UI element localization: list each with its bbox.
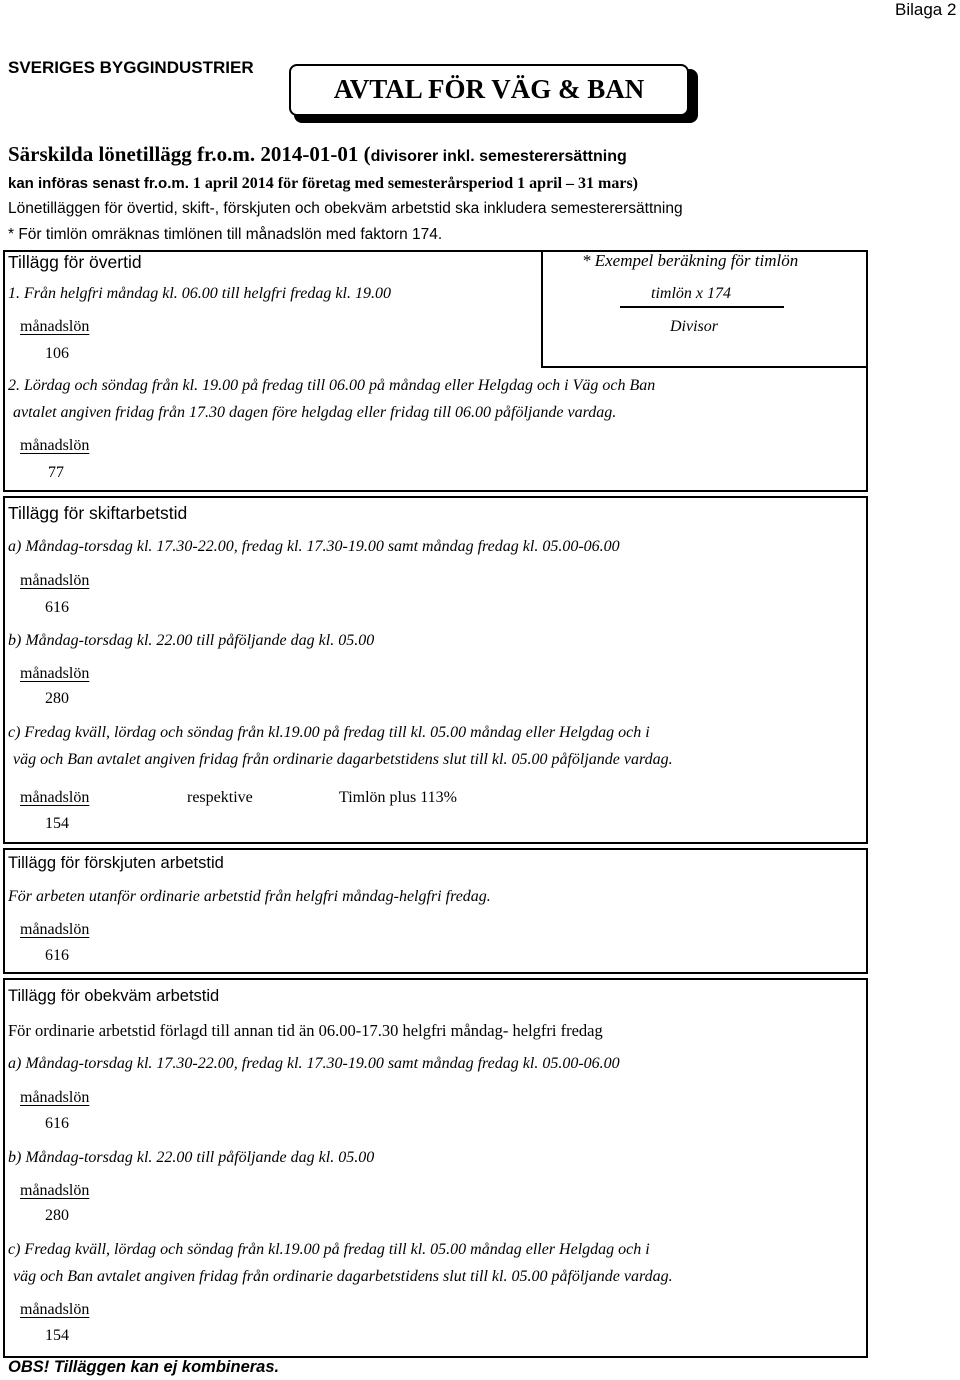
overtime-item-2-divisor: 77 xyxy=(48,464,64,481)
intro-heading-small: divisorer inkl. semesterersättning xyxy=(370,148,627,165)
inconvenient-a-divisor: 616 xyxy=(45,1115,69,1132)
shift-b-divisor: 280 xyxy=(45,690,69,707)
agreement-logo xyxy=(289,64,697,122)
overtime-item-2-label: månadslön xyxy=(20,437,90,454)
shift-b-text: b) Måndag-torsdag kl. 22.00 till påföljande dag kl. 05.00 xyxy=(8,632,375,649)
inconvenient-c-line-2: väg och Ban avtalet angiven fridag från ordinarie dagarbetstidens slut till kl. 05.00 påföljande vardag. xyxy=(13,1268,673,1285)
shifted-hours-divisor: 616 xyxy=(45,947,69,964)
inconvenient-c-line-1: c) Fredag kväll, lördag och söndag från kl.19.00 på fredag till kl. 05.00 måndag eller Helgdag och i xyxy=(8,1241,650,1258)
inconvenient-c-divisor: 154 xyxy=(45,1327,69,1344)
inconvenient-c-label: månadslön xyxy=(20,1301,90,1318)
inconvenient-b-label: månadslön xyxy=(20,1182,90,1199)
inconvenient-hours-title: Tillägg för obekväm arbetstid xyxy=(8,987,220,1005)
overtime-item-2-line-2: avtalet angiven fridag från 17.30 dagen före helgdag eller fridag till 06.00 påföljande vardag. xyxy=(13,404,617,421)
intro-line-2-small: kan införas senast fr.o.m. xyxy=(8,175,189,192)
inconvenient-a-label: månadslön xyxy=(20,1089,90,1106)
shift-c-respektive: respektive xyxy=(187,789,253,806)
shifted-hours-label: månadslön xyxy=(20,921,90,938)
overtime-item-1-label: månadslön xyxy=(20,318,90,335)
shift-title: Tillägg för skiftarbetstid xyxy=(8,503,188,523)
intro-line-3: Lönetilläggen för övertid, skift-, förskjuten och obekväm arbetstid ska inkludera semesterersättning xyxy=(8,200,683,217)
overtime-title: Tillägg för övertid xyxy=(8,252,142,272)
inconvenient-b-text: b) Måndag-torsdag kl. 22.00 till påföljande dag kl. 05.00 xyxy=(8,1149,375,1166)
intro-heading-main: Särskilda lönetillägg fr.o.m. 2014-01-01 ( xyxy=(8,142,371,166)
shift-a-text: a) Måndag-torsdag kl. 17.30-22.00, fredag kl. 17.30-19.00 samt måndag fredag kl. 05.00-06.00 xyxy=(8,538,620,555)
intro-line-2 xyxy=(8,175,638,193)
obs-note: OBS! Tilläggen kan ej kombineras. xyxy=(8,1358,280,1376)
example-denominator: Divisor xyxy=(670,318,718,335)
overtime-item-1-divisor: 106 xyxy=(45,345,69,362)
shifted-hours-text: För arbeten utanför ordinarie arbetstid från helgfri måndag-helgfri fredag. xyxy=(8,888,491,905)
attachment-label: Bilaga 2 xyxy=(895,0,957,19)
inconvenient-hours-text: För ordinarie arbetstid förlagd till annan tid än 06.00-17.30 helgfri måndag- helgfri fredag xyxy=(8,1021,603,1040)
shift-c-line-2: väg och Ban avtalet angiven fridag från ordinarie dagarbetstidens slut till kl. 05.00 påföljande vardag. xyxy=(13,751,673,768)
intro-line-2-rest: 1 april 2014 för företag med semesterårsperiod 1 april – 31 mars) xyxy=(188,175,638,192)
organization-name: SVERIGES BYGGINDUSTRIER xyxy=(8,58,254,77)
agreement-logo-text: AVTAL FÖR VÄG & BAN xyxy=(333,74,645,104)
shift-c-line-1: c) Fredag kväll, lördag och söndag från kl.19.00 på fredag till kl. 05.00 måndag eller Helgdag och i xyxy=(8,724,650,741)
inconvenient-b-divisor: 280 xyxy=(45,1207,69,1224)
intro-line-4: * För timlön omräknas timlönen till månadslön med faktorn 174. xyxy=(8,226,443,243)
shift-c-divisor: 154 xyxy=(45,815,69,832)
shift-b-label: månadslön xyxy=(20,665,90,682)
shift-c-timlon: Timlön plus 113% xyxy=(339,789,457,806)
shifted-hours-title: Tillägg för förskjuten arbetstid xyxy=(8,854,224,872)
overtime-item-2-line-1: 2. Lördag och söndag från kl. 19.00 på fredag till 06.00 på måndag eller Helgdag och i Väg och Ban xyxy=(8,377,656,394)
shift-a-label: månadslön xyxy=(20,572,90,589)
intro-heading xyxy=(8,142,627,167)
shift-c-label: månadslön xyxy=(20,789,90,806)
example-title: * Exempel beräkning för timlön xyxy=(582,251,799,270)
overtime-item-1: 1. Från helgfri måndag kl. 06.00 till helgfri fredag kl. 19.00 xyxy=(8,285,391,302)
inconvenient-a-text: a) Måndag-torsdag kl. 17.30-22.00, fredag kl. 17.30-19.00 samt måndag fredag kl. 05.00-06.00 xyxy=(8,1055,620,1072)
example-numerator: timlön x 174 xyxy=(651,285,731,302)
example-fraction-line xyxy=(620,306,784,308)
shift-a-divisor: 616 xyxy=(45,599,69,616)
